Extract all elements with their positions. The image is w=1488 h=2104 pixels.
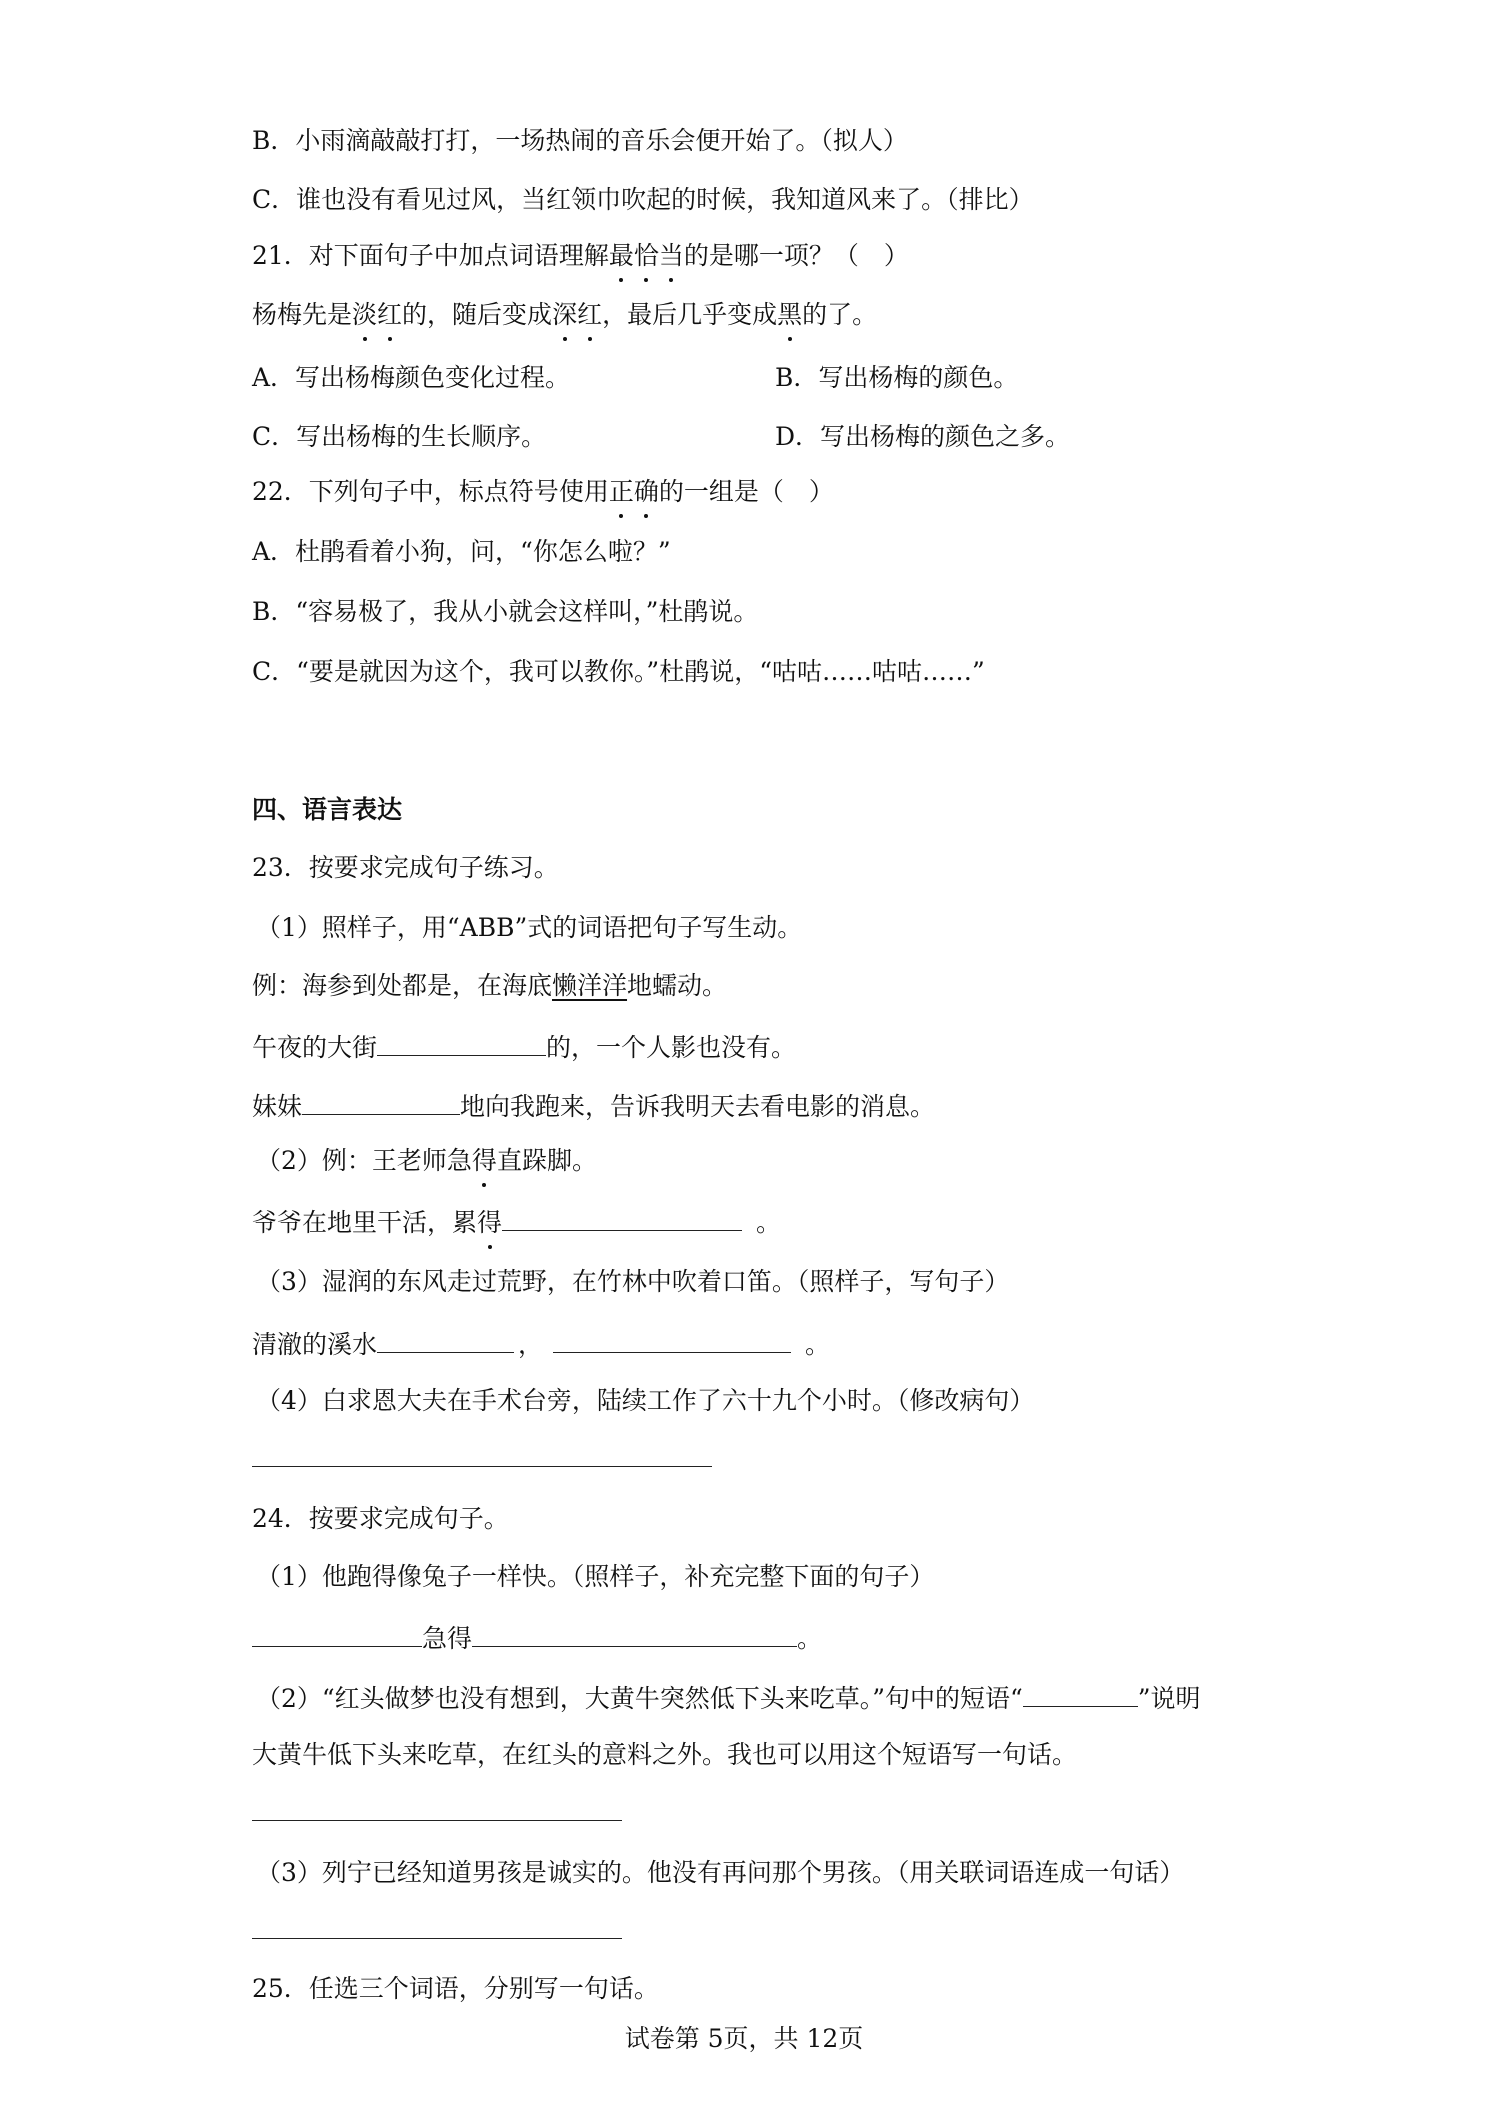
q22-stem: 22．下列句子中，标点符号使用正确的一组是（ ）: [252, 475, 834, 509]
dotted-char: 得: [477, 1206, 502, 1240]
answer-blank[interactable]: [252, 1620, 422, 1647]
dotted-char: 确: [634, 475, 659, 509]
q23-part2: （2）例：王老师急得直跺脚。: [256, 1144, 597, 1178]
q20-option-b: B．小雨滴敲敲打打，一场热闹的音乐会便开始了。（拟人）: [252, 126, 908, 155]
q21-option-b: B．写出杨梅的颜色。: [775, 363, 1019, 392]
q25-stem: 25．任选三个词语，分别写一句话。: [252, 1974, 659, 2003]
underlined-word: 懒洋洋: [552, 971, 628, 1000]
dotted-char: 黑: [777, 298, 802, 332]
answer-blank[interactable]: [472, 1620, 797, 1647]
q21-dotted-3: [777, 300, 802, 329]
dotted-char: 红: [377, 298, 402, 332]
answer-blank[interactable]: [377, 1326, 514, 1353]
q23-part3: （3）湿润的东风走过荒野，在竹林中吹着口笛。（照样子，写句子）: [256, 1267, 1010, 1296]
q21-dotted-word: [609, 241, 684, 270]
q23-part4: （4）白求恩大夫在手术台旁，陆续工作了六十九个小时。（修改病句）: [256, 1386, 1035, 1415]
answer-line[interactable]: [252, 1820, 622, 1821]
dotted-char: 当: [659, 239, 684, 273]
page-footer: 试卷第 5页，共 12页: [624, 2024, 864, 2053]
dotted-char: 淡: [352, 298, 377, 332]
dotted-char: 红: [577, 298, 602, 332]
q24-part1-line: 急得 。: [252, 1620, 822, 1656]
q21-option-c: C．写出杨梅的生长顺序。: [252, 422, 547, 451]
q22-dotted-word: [609, 477, 659, 506]
q24-part2-cont: 大黄牛低下头来吃草，在红头的意料之外。我也可以用这个短语写一句话。: [252, 1740, 1078, 1769]
q24-part2: （2）“红头做梦也没有想到，大黄牛突然低下头来吃草。”句中的短语“ ”说明: [256, 1680, 1201, 1716]
answer-blank[interactable]: [1023, 1680, 1138, 1707]
q23-part1: （1）照样子，用“ABB”式的词语把句子写生动。: [256, 913, 803, 942]
dotted-char: 得: [472, 1144, 497, 1178]
q20-option-c: C．谁也没有看见过风，当红领巾吹起的时候，我知道风来了。（排比）: [252, 185, 1034, 214]
section-heading: 四、语言表达: [252, 795, 403, 824]
q21-dotted-2: [552, 300, 602, 329]
q21-stem: 21．对下面句子中加点词语理解最恰当的是哪一项？（ ）: [252, 239, 909, 273]
q21-sentence: 杨梅先是淡红的，随后变成深红，最后几乎变成黑的了。: [252, 298, 877, 332]
q23-part3-line: 清澈的溪水 ， 。: [252, 1326, 830, 1362]
answer-blank[interactable]: [377, 1029, 546, 1056]
answer-blank[interactable]: [502, 1204, 742, 1231]
q23-example: 例：海参到处都是，在海底懒洋洋地蠕动。: [252, 971, 728, 1000]
answer-blank[interactable]: [553, 1326, 791, 1353]
q21-dotted-1: [352, 300, 402, 329]
answer-line[interactable]: [252, 1466, 712, 1467]
q24-stem: 24．按要求完成句子。: [252, 1504, 509, 1533]
q22-option-b: B．“容易极了，我从小就会这样叫，”杜鹃说。: [252, 597, 759, 626]
q23-line1: 午夜的大街 的，一个人影也没有。: [252, 1029, 796, 1065]
dotted-char: 深: [552, 298, 577, 332]
q22-option-a: A．杜鹃看着小狗，问，“你怎么啦？”: [252, 537, 671, 566]
q23-line2: 妹妹 地向我跑来，告诉我明天去看电影的消息。: [252, 1088, 935, 1124]
q21-option-a: A．写出杨梅颜色变化过程。: [252, 363, 571, 392]
q23-stem: 23．按要求完成句子练习。: [252, 853, 559, 882]
q22-option-c: C．“要是就因为这个，我可以教你。”杜鹃说，“咕咕……咕咕……”: [252, 657, 985, 686]
dotted-char: 最: [609, 239, 634, 273]
answer-blank[interactable]: [302, 1088, 460, 1115]
q23-dotted-de: [472, 1146, 497, 1175]
answer-line[interactable]: [252, 1938, 622, 1939]
q24-part3: （3）列宁已经知道男孩是诚实的。他没有再问那个男孩。（用关联词语连成一句话）: [256, 1858, 1185, 1887]
q21-option-d: D．写出杨梅的颜色之多。: [775, 422, 1071, 451]
dotted-char: 正: [609, 475, 634, 509]
q24-part1: （1）他跑得像兔子一样快。（照样子，补充完整下面的句子）: [256, 1562, 935, 1591]
dotted-char: 恰: [634, 239, 659, 273]
q23-part2-line: 爷爷在地里干活，累得 。: [252, 1204, 781, 1240]
q23-dotted-de-2: [477, 1208, 502, 1237]
